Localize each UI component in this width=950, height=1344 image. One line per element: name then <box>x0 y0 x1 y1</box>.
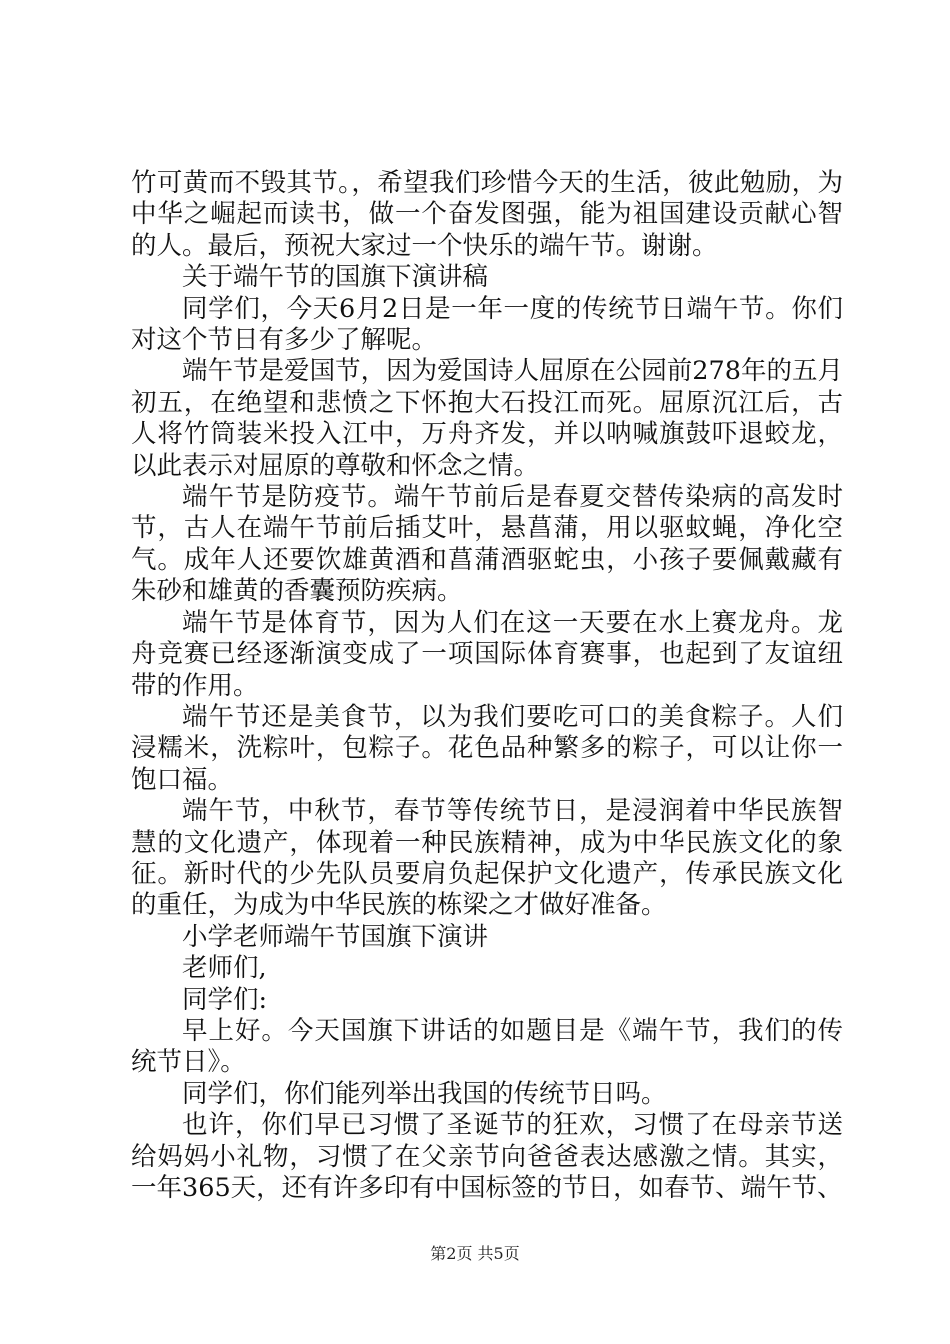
paragraph: 也许，你们早已习惯了圣诞节的狂欢，习惯了在母亲节送给妈妈小礼物，习惯了在父亲节向爸爸表达感激之情。其实，一年365天，还有许多印有中国标签的节日，如春节、端午节、 <box>131 1110 843 1203</box>
paragraph: 早上好。今天国旗下讲话的如题目是《端午节，我们的传统节日》。 <box>131 1015 843 1078</box>
document-body <box>131 168 843 1204</box>
paragraph: 端午节是体育节，因为人们在这一天要在水上赛龙舟。龙舟竞赛已经逐渐演变成了一项国际体育赛事，也起到了友谊纽带的作用。 <box>131 607 843 701</box>
section-heading-teacher-speech: 小学老师端午节国旗下演讲 <box>182 921 489 952</box>
salutation-teachers: 老师们, <box>182 953 267 984</box>
page-number-footer: 第2页 共5页 <box>430 1244 520 1263</box>
paragraph-continuation: 竹可黄而不毁其节。，希望我们珍惜今天的生活，彼此勉励，为中华之崛起而读书，做一个奋发图强，能为祖国建设贡献心智的人。最后，预祝大家过一个快乐的端午节。谢谢。 <box>131 168 843 261</box>
paragraph: 端午节是爱国节，因为爱国诗人屈原在公园前278年的五月初五，在绝望和悲愤之下怀抱大石投江而死。屈原沉江后，古人将竹筒装米投入江中，万舟齐发，并以呐喊旗鼓吓退蛟龙，以此表示对屈原的尊敬和怀念之情。 <box>131 356 843 481</box>
paragraph: 同学们，今天6月2日是一年一度的传统节日端午节。你们对这个节日有多少了解呢。 <box>131 293 843 356</box>
paragraph: 端午节，中秋节，春节等传统节日，是浸润着中华民族智慧的文化遗产，体现着一种民族精神，成为中华民族文化的象征。新时代的少先队员要肩负起保护文化遗产，传承民族文化的重任，为成为中华民族的栋梁之才做好准备。 <box>131 796 843 921</box>
paragraph: 端午节是防疫节。端午节前后是春夏交替传染病的高发时节，古人在端午节前后插艾叶，悬菖蒲，用以驱蚊蝇，净化空气。成年人还要饮雄黄酒和菖蒲酒驱蛇虫，小孩子要佩戴藏有朱砂和雄黄的香囊预防疾病。 <box>131 482 843 607</box>
paragraph: 端午节还是美食节，以为我们要吃可口的美食粽子。人们浸糯米，洗粽叶，包粽子。花色品种繁多的粽子，可以让你一饱口福。 <box>131 701 843 795</box>
section-heading-speech-draft: 关于端午节的国旗下演讲稿 <box>182 262 489 293</box>
paragraph: 同学们，你们能列举出我国的传统节日吗。 <box>182 1078 667 1109</box>
salutation-students: 同学们: <box>182 984 268 1015</box>
